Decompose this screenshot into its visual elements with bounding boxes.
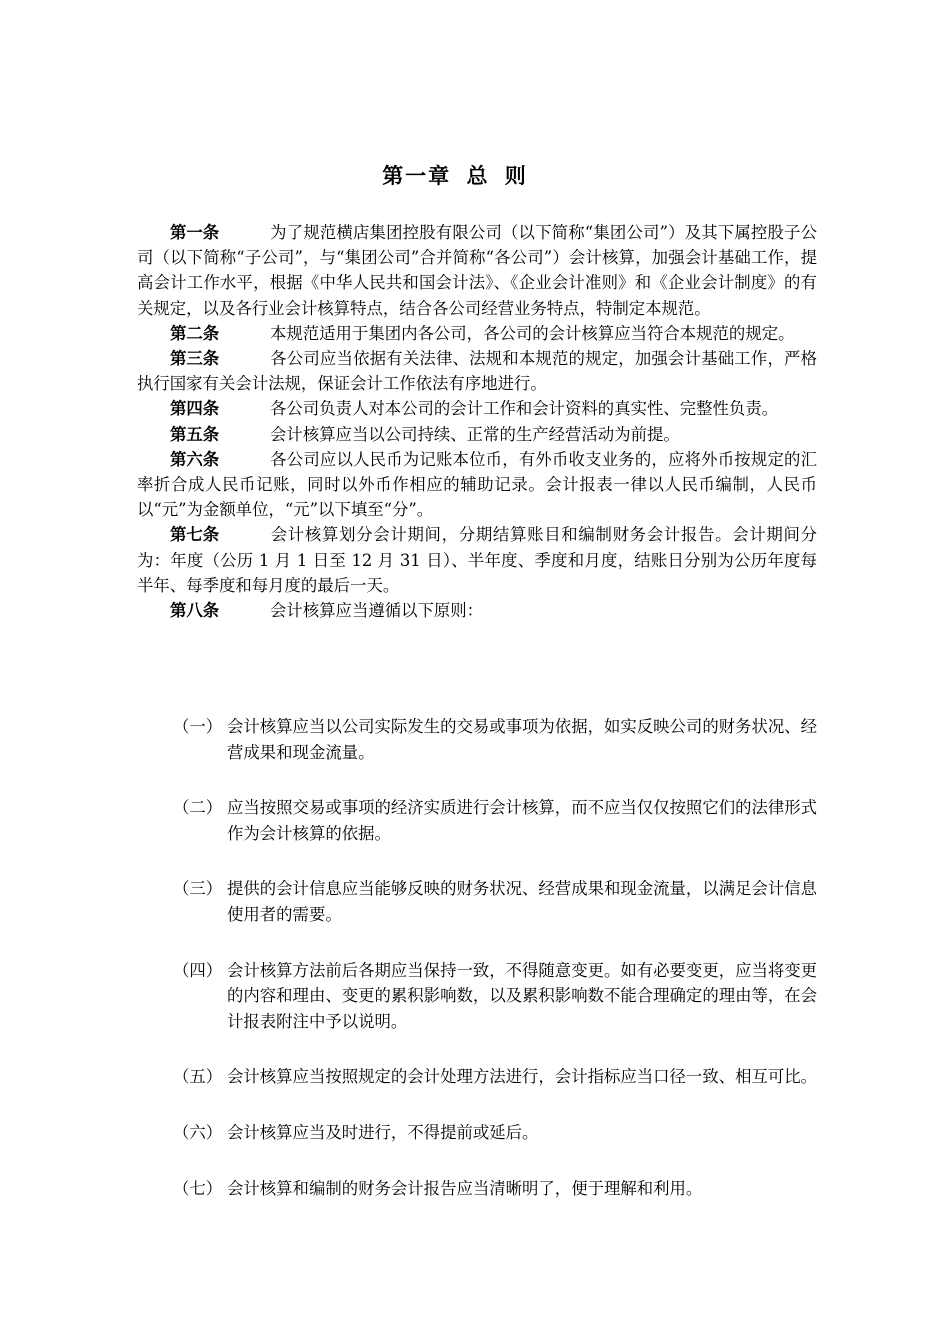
article (137, 598, 817, 623)
principle-text: 会计核算方法前后各期应当保持一致，不得随意变更。如有必要变更，应当将变更的内容和理由、变更的累积影响数，以及累积影响数不能合理确定的理由等，在会计报表附注中予以说明。 (227, 960, 818, 1031)
article (137, 522, 817, 598)
article-text: 各公司应以人民币为记账本位币，有外币收支业务的，应将外币按规定的汇率折合成人民币记账，同时以外币作相应的辅助记录。会计报表一律以人民币编制，人民币以“元”为金额单位，“元”以下填至“分”。 (137, 449, 817, 520)
principle-number: （五） (173, 1067, 223, 1087)
principle-text: 应当按照交易或事项的经济实质进行会计核算，而不应当仅仅按照它们的法律形式作为会计核算的依据。 (227, 798, 818, 843)
article-text: 本规范适用于集团内各公司，各公司的会计核算应当符合本规范的规定。 (270, 323, 795, 343)
principle-item (173, 1064, 833, 1090)
principle-item (173, 795, 833, 846)
article-number: 第七条 (170, 525, 220, 545)
article-number: 第一条 (170, 223, 220, 242)
principle-text: 会计核算和编制的财务会计报告应当清晰明了，便于理解和利用。 (227, 1178, 703, 1198)
article (137, 422, 817, 447)
principle-number: （二） (173, 798, 223, 818)
article-text: 会计核算应当以公司持续、正常的生产经营活动为前提。 (270, 424, 680, 444)
principles-list (173, 714, 833, 1231)
principle-text: 会计核算应当按照规定的会计处理方法进行，会计指标应当口径一致、相互可比。 (227, 1067, 818, 1087)
article (137, 447, 817, 523)
principle-number: （七） (173, 1178, 223, 1198)
article (137, 321, 817, 346)
principle-number: （一） (173, 717, 223, 736)
principle-item (173, 958, 833, 1035)
principle-item (173, 714, 833, 765)
principle-item (173, 1120, 833, 1146)
article-text: 各公司负责人对本公司的会计工作和会计资料的真实性、完整性负责。 (270, 399, 779, 419)
article-text: 会计核算划分会计期间，分期结算账目和编制财务会计报告。会计期间分为：年度（公历 1 月 1 日至 12 月 31 日）、半年度、季度和月度，结账日分别为公历年度每半年、每季度和每月度的最后一天。 (137, 525, 817, 595)
article (137, 220, 817, 321)
article-number: 第四条 (170, 399, 220, 419)
article (137, 396, 817, 421)
article-text: 为了规范横店集团控股有限公司（以下简称“集团公司”）及其下属控股子公司（以下简称“子公司”，与“集团公司”合并简称“各公司”）会计核算，加强会计基础工作，提高会计工作水平，根据《中华人民共和国会计法》、《企业会计准则》和《企业会计制度》的有关规定，以及各行业会计核算特点，结合各公司经营业务特点，特制定本规范。 (137, 223, 817, 318)
article-text: 各公司应当依据有关法律、法规和本规范的规定，加强会计基础工作，严格执行国家有关会计法规，保证会计工作依法有序地进行。 (137, 349, 817, 394)
principle-text: 提供的会计信息应当能够反映的财务状况、经营成果和现金流量，以满足会计信息使用者的需要。 (227, 879, 818, 924)
article-number: 第六条 (170, 449, 220, 469)
principle-number: （四） (173, 960, 223, 980)
article-number: 第五条 (170, 424, 220, 444)
article-number: 第二条 (170, 323, 220, 343)
article-number: 第八条 (170, 601, 220, 621)
principle-text: 会计核算应当以公司实际发生的交易或事项为依据，如实反映公司的财务状况、经营成果和现金流量。 (227, 717, 818, 762)
principle-item (173, 1176, 833, 1202)
articles-section (137, 220, 817, 623)
principle-item (173, 876, 833, 927)
chapter-title: 第一章 总 则 (382, 164, 528, 188)
principle-text: 会计核算应当及时进行，不得提前或延后。 (227, 1122, 539, 1142)
article-text: 会计核算应当遵循以下原则： (270, 601, 484, 621)
principle-number: （三） (173, 879, 223, 899)
article-number: 第三条 (170, 349, 220, 369)
article (137, 346, 817, 396)
principle-number: （六） (173, 1122, 223, 1142)
